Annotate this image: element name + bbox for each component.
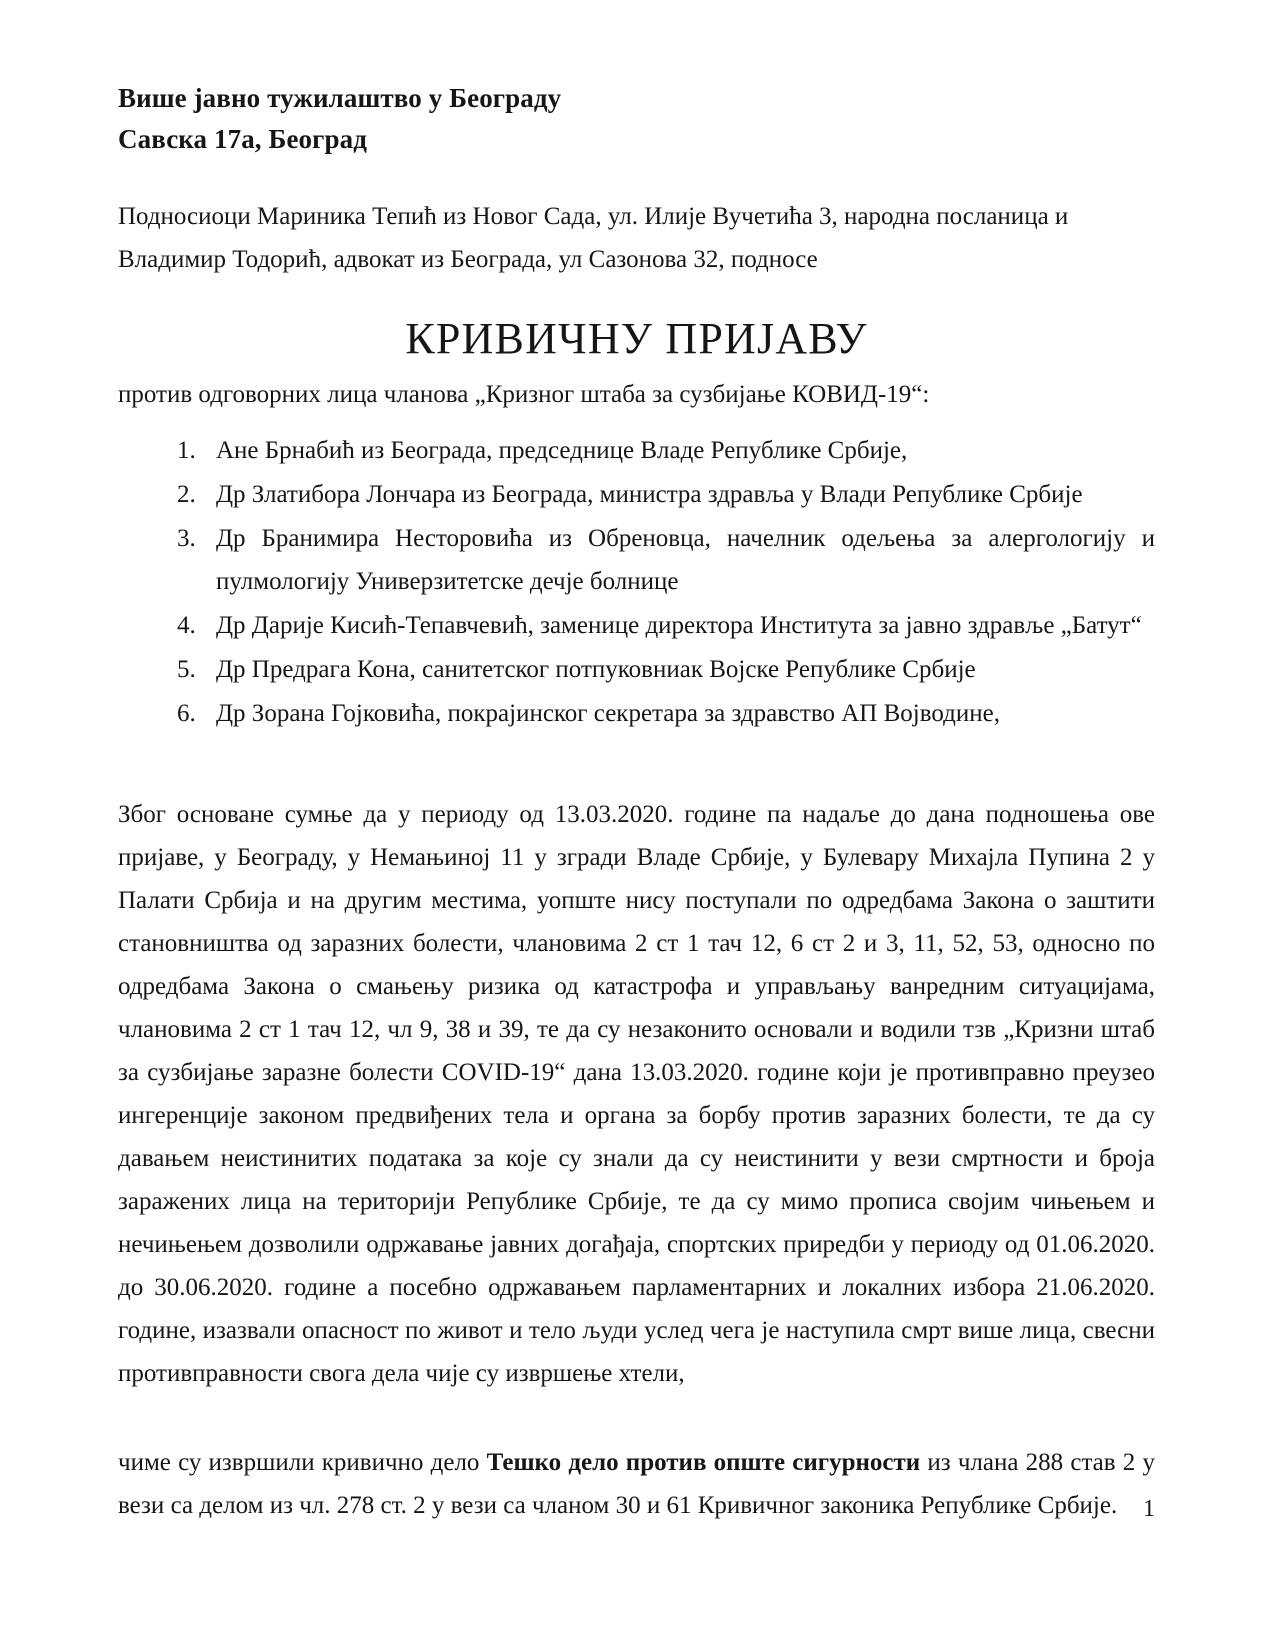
list-item: 2. Др Златибора Лончара из Београда, министра здравља у Влади Републике Србије <box>202 473 1155 516</box>
list-item: 1. Ане Брнабић из Београда, председнице Владе Републике Србије, <box>202 429 1155 472</box>
list-item: 4. Др Дарије Кисић-Тепавчевић, заменице директора Института за јавно здравље „Батут“ <box>202 604 1155 647</box>
letterhead-line-institution: Више јавно тужилаштво у Београду <box>118 83 562 113</box>
list-item: 6. Др Зорана Гојковића, покрајинског секретара за здравство АП Војводине, <box>202 692 1155 735</box>
final-paragraph-lead: чиме су извршили кривично дело <box>118 1449 487 1477</box>
offense-name: Тешко дело против опште сигурности <box>486 1449 921 1477</box>
list-item: 3. Др Бранимира Несторовића из Обреновца, начелник одељења за алергологију и пулмологију Универзитетске дечје болнице <box>202 517 1155 603</box>
list-item: 5. Др Предрага Кона, санитетског потпуковниак Војске Републике Србије <box>202 648 1155 691</box>
against-line: против одговорних лица чланова „Кризног штаба за сузбијање КОВИД-19“: <box>118 381 930 409</box>
submitters-paragraph: Подносиоци Мариника Тепић из Новог Сада, ул. Илије Вучетића 3, народна посланица и Владимир Тодорић, адвокат из Београда, ул Сазонова 32, подносе <box>118 203 1069 273</box>
final-paragraph-tail: из члана 288 став 2 у вези са делом из чл. 278 ст. 2 у вези са чланом 30 и 61 Кривичног законика Републике Србије. <box>118 1449 1155 1520</box>
final-paragraph <box>118 1441 1155 1527</box>
page-title: КРИВИЧНУ ПРИЈАВУ <box>405 314 868 363</box>
letterhead-line-address: Савска 17а, Београд <box>118 123 367 154</box>
page-number: 1 <box>1143 1496 1155 1522</box>
letterhead <box>118 78 1155 159</box>
accused-list <box>118 429 1155 735</box>
body-paragraph: Због основане сумње да у периоду од 13.03.2020. године па надаље до дана подношења ове пријаве, у Београду, у Немањиној 11 у згради Владе Србије, у Булевару Михајла Пупина 2 у Палати Србија и на другим местима, уопште нису поступали по одредбама Закона о заштити становништва од заразних болести, члановима 2 ст 1 тач 12, 6 ст 2 и 3, 11, 52, 53, односно по одредбама Закона о смањењу ризика од катастрофа и управљању ванредним ситуацијама, члановима 2 ст 1 тач 12, чл 9, 38 и 39, те да су незаконито основали и водили тзв „Кризни штаб за сузбијање заразне болести COVID-19“ дана 13.03.2020. године који је противправно преузео ингеренције законом предвиђених тела и органа за борбу против заразних болести, те да су давањем неистинитих података за које су знали да су неистинити у вези смртности и броја заражених лица на територији Републике Србије, те да су мимо прописа својим чињењем и нечињењем дозволили одржавање јавних догађаја, спортских приредби у периоду од 01.06.2020. до 30.06.2020. године а посебно одржавањем парламентарних и локалних избора 21.06.2020. године, изазвали опасност по живот и тело људи услед чега је наступила смрт више лица, свесни противправности свога дела чије су извршење хтели, <box>118 801 1155 1388</box>
